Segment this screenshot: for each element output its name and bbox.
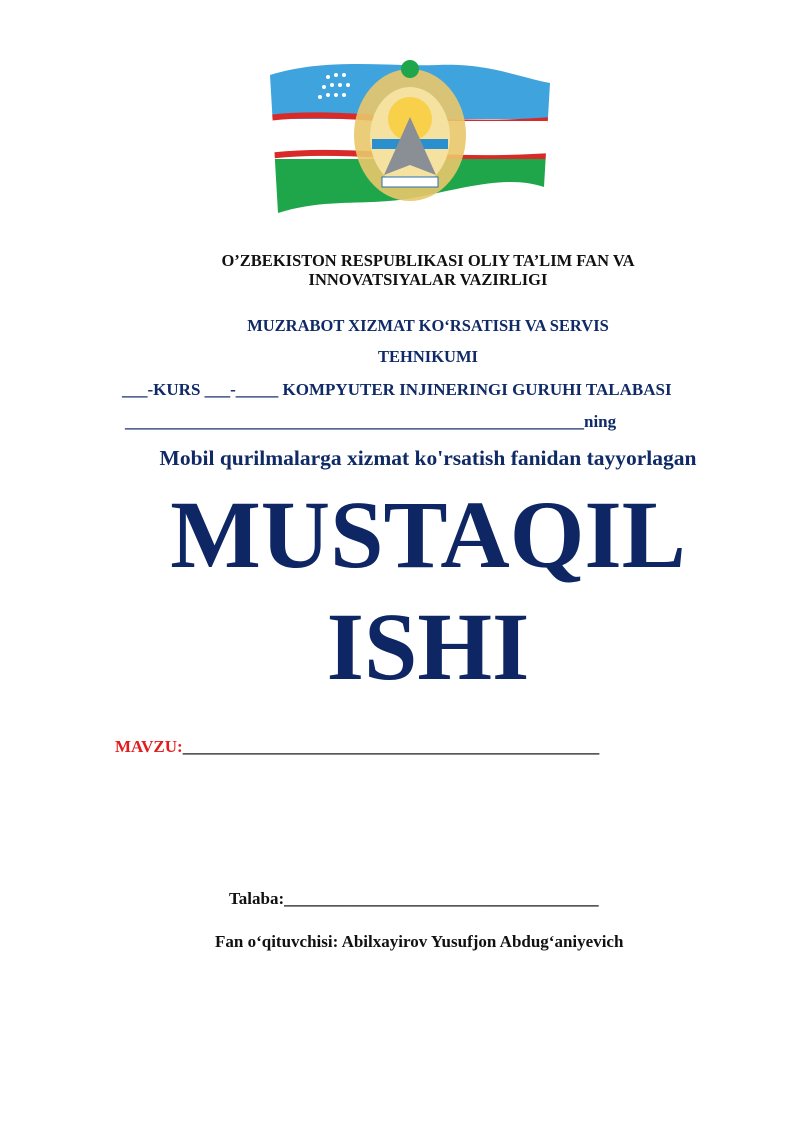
topic-label: MAVZU: (115, 737, 183, 756)
student-blank: _____________________________________ (284, 889, 599, 908)
subject-line: Mobil qurilmalarga xizmat ko'rsatish fanidan tayyorlagan (159, 446, 697, 470)
topic-blank: _________________________________________________ (182, 737, 600, 756)
course-group-line: ___-KURS ___-_____ KOMPYUTER INJINERINGI GURUHI TALABASI (122, 380, 672, 399)
topic-field (115, 737, 599, 757)
ministry-heading (100, 251, 756, 289)
institution-line-1: MUZRABOT XIZMAT KO‘RSATISH VA SERVIS (247, 316, 609, 335)
ministry-line-2: INNOVATSIYALAR VAZIRLIGI (308, 270, 548, 289)
teacher-line: Fan o‘qituvchisi: Abilxayirov Yusufjon Abdug‘aniyevich (215, 932, 624, 951)
uzbekistan-flag-emblem-icon (268, 57, 552, 215)
student-field (229, 889, 599, 909)
institution-line-2: TEHNIKUMI (378, 347, 478, 366)
student-name-line: ______________________________________________________ning (125, 412, 617, 431)
title-line-2: ISHI (326, 593, 530, 700)
title-line-1: MUSTAQIL (170, 481, 686, 588)
student-label: Talaba: (229, 889, 285, 908)
ministry-line-1: O’ZBEKISTON RESPUBLIKASI OLIY TA’LIM FAN VA (221, 251, 635, 270)
